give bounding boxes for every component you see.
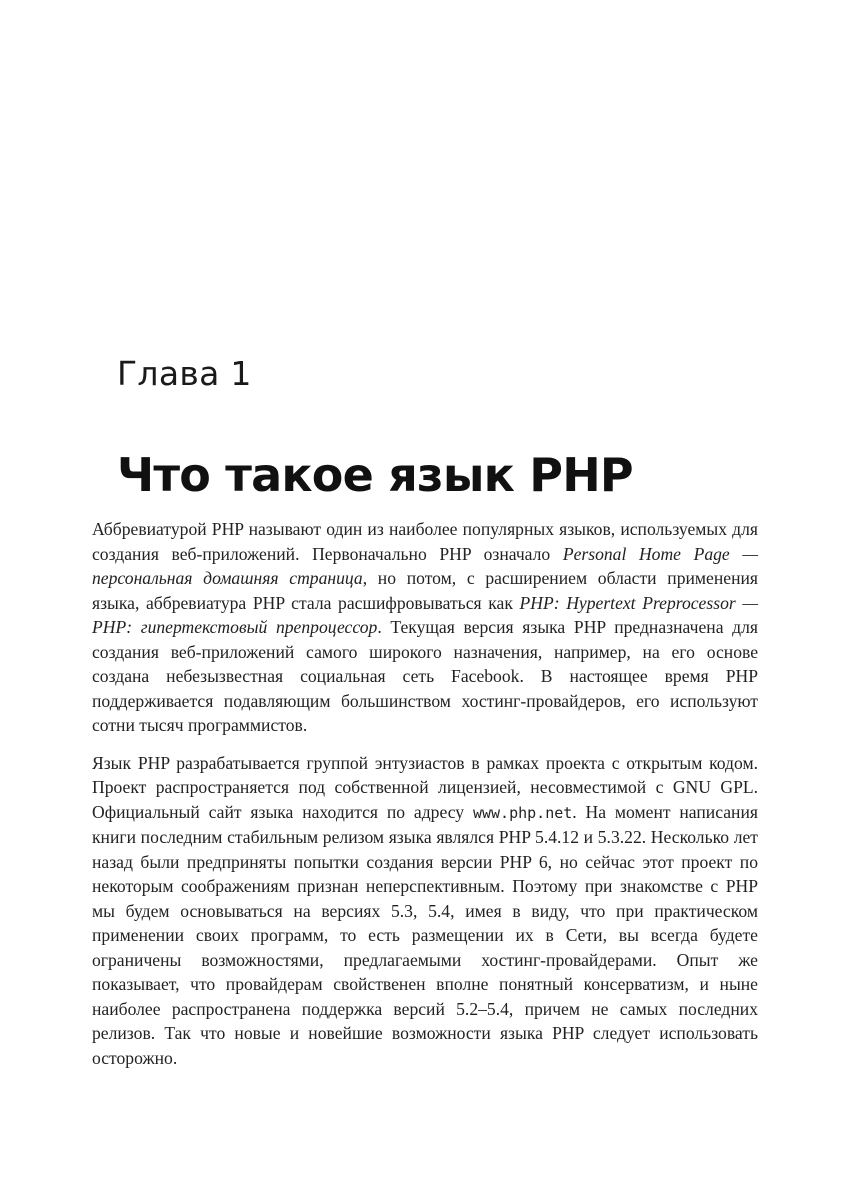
italic-term: PHP: Hypertext Preprocessor — PHP: гипертекстовый препроцессор	[92, 592, 758, 637]
chapter-title: Что такое язык PHP	[117, 448, 633, 502]
italic-term: Personal Home Page — персональная домашняя страница	[92, 543, 758, 588]
paragraph-intro	[92, 517, 758, 738]
text-segment: Аббревиатурой PHP называют один из наиболее популярных языков, используемых для создания веб-приложений. Первоначально PHP означало	[92, 519, 758, 564]
text-segment: , но потом, с расширением области применения языка, аббревиатура PHP стала расшифровываться как	[92, 568, 758, 613]
website-url: www.php.net	[472, 803, 573, 822]
text-segment: Язык PHP разрабатывается группой энтузиастов в рамках проекта с открытым кодом. Проект распространяется под собственной лицензией, несовместимой с GNU GPL. Официальный сайт языка находится по адресу	[92, 752, 758, 822]
chapter-body	[92, 517, 758, 1070]
text-segment: . Текущая версия языка PHP предназначена для создания веб-приложений самого широкого назначения, например, на его основе создана небезызвестная социальная сеть Facebook. В настоящее время PHP поддерживается подавляющим большинством хостинг-провайдеров, его используют сотни тысяч программистов.	[92, 617, 758, 735]
text-segment: . На момент написания книги последним стабильным релизом языка являлся PHP 5.4.12 и 5.3.22. Несколько лет назад были предприняты попытки создания версии PHP 6, но сейчас этот проект по некоторым соображениям признан неперспективным. Поэтому при знакомстве с PHP мы будем основываться на версиях 5.3, 5.4, имея в виду, что при практическом применении своих программ, то есть размещении их в Сети, вы всегда будете ограничены возможностями, предлагаемыми хостинг-провайдерами. Опыт же показывает, что провайдерам свойственен вполне понятный консерватизм, и ныне наиболее распространена поддержка версий 5.2–5.4, причем не самых последних релизов. Так что новые и новейшие возможности языка PHP следует использовать осторожно.	[92, 801, 758, 1068]
chapter-label: Глава 1	[117, 354, 252, 393]
paragraph-project	[92, 751, 758, 1071]
